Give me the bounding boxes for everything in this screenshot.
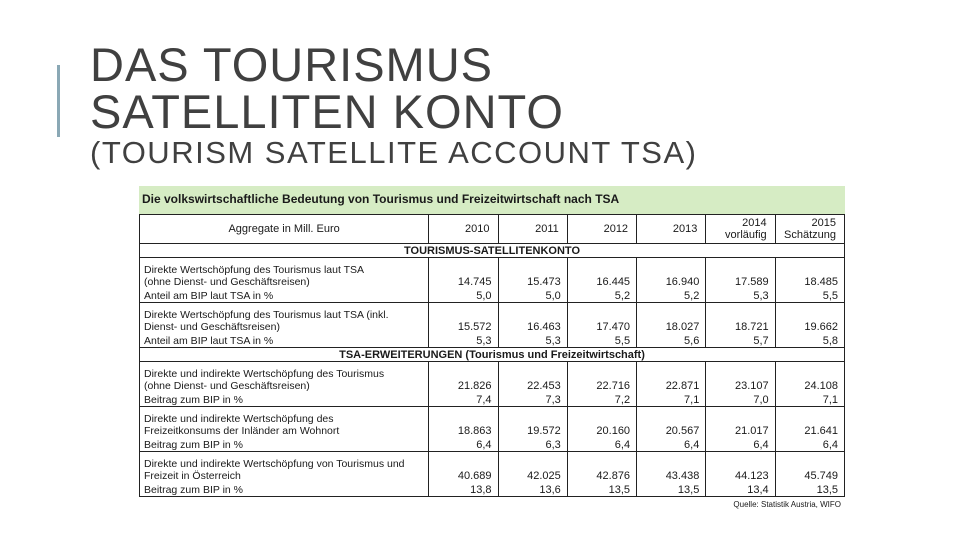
slide-subtitle: (TOURISM SATELLITE ACCOUNT TSA) — [90, 135, 698, 170]
share-cell: 5,5 — [567, 333, 636, 348]
value-cell: 21.017 — [706, 407, 775, 438]
value-cell: 40.689 — [429, 452, 498, 483]
slide-title-line-1: DAS TOURISMUS — [90, 38, 493, 91]
share-cell: 5,3 — [429, 333, 498, 348]
share-cell: 5,2 — [567, 288, 636, 303]
section-header: TOURISMUS-SATELLITENKONTO — [140, 244, 845, 258]
value-cell: 19.572 — [498, 407, 567, 438]
share-cell: 5,5 — [775, 288, 844, 303]
value-cell: 18.721 — [706, 303, 775, 334]
table-row-share — [140, 437, 845, 452]
share-cell: 13,4 — [706, 482, 775, 497]
share-cell: 13,6 — [498, 482, 567, 497]
row-label: Direkte und indirekte Wertschöpfung des Tourismus (ohne Dienst- und Geschäftsreisen) — [140, 362, 429, 393]
value-cell: 14.745 — [429, 258, 498, 289]
share-cell: 6,4 — [567, 437, 636, 452]
share-cell: 13,5 — [637, 482, 706, 497]
share-label: Anteil am BIP laut TSA in % — [140, 333, 429, 348]
table-row-share — [140, 482, 845, 497]
table-row-share — [140, 288, 845, 303]
share-cell: 5,0 — [498, 288, 567, 303]
row-label: Direkte Wertschöpfung des Tourismus laut TSA (inkl. Dienst- und Geschäftsreisen) — [140, 303, 429, 334]
section-header: TSA-ERWEITERUNGEN (Tourismus und Freizeitwirtschaft) — [140, 348, 845, 362]
share-cell: 6,4 — [637, 437, 706, 452]
column-header-year: 2014 vorläufig — [706, 215, 775, 244]
column-header-year: 2011 — [498, 215, 567, 244]
table-row-share — [140, 392, 845, 407]
share-cell: 5,6 — [637, 333, 706, 348]
value-cell: 15.572 — [429, 303, 498, 334]
share-cell: 13,8 — [429, 482, 498, 497]
section-header-row — [140, 348, 845, 362]
column-header-year: 2015 Schätzung — [775, 215, 844, 244]
share-cell: 7,1 — [775, 392, 844, 407]
value-cell: 24.108 — [775, 362, 844, 393]
value-cell: 18.485 — [775, 258, 844, 289]
table-row-share — [140, 333, 845, 348]
value-cell: 22.716 — [567, 362, 636, 393]
share-cell: 5,3 — [498, 333, 567, 348]
column-header-aggregate: Aggregate in Mill. Euro — [140, 215, 429, 244]
share-cell: 6,4 — [429, 437, 498, 452]
share-label: Beitrag zum BIP in % — [140, 482, 429, 497]
table-row — [140, 452, 845, 483]
value-cell: 19.662 — [775, 303, 844, 334]
column-header-year: 2013 — [637, 215, 706, 244]
value-cell: 18.863 — [429, 407, 498, 438]
table-source-note: Quelle: Statistik Austria, WIFO — [733, 500, 841, 509]
share-cell: 6,4 — [775, 437, 844, 452]
value-cell: 15.473 — [498, 258, 567, 289]
share-cell: 6,3 — [498, 437, 567, 452]
share-cell: 7,1 — [637, 392, 706, 407]
value-cell: 21.641 — [775, 407, 844, 438]
section-header-row — [140, 244, 845, 258]
value-cell: 22.453 — [498, 362, 567, 393]
value-cell: 20.160 — [567, 407, 636, 438]
value-cell: 21.826 — [429, 362, 498, 393]
share-cell: 5,8 — [775, 333, 844, 348]
title-accent-bar — [57, 65, 60, 137]
share-cell: 7,0 — [706, 392, 775, 407]
tsa-table-image — [139, 186, 845, 509]
column-header-year: 2010 — [429, 215, 498, 244]
row-label: Direkte und indirekte Wertschöpfung von Tourismus und Freizeit in Österreich — [140, 452, 429, 483]
slide-title-line-2: SATELLITEN KONTO — [90, 85, 564, 138]
value-cell: 43.438 — [637, 452, 706, 483]
value-cell: 44.123 — [706, 452, 775, 483]
column-header-year: 2012 — [567, 215, 636, 244]
share-label: Beitrag zum BIP in % — [140, 437, 429, 452]
share-cell: 13,5 — [567, 482, 636, 497]
table-row — [140, 362, 845, 393]
row-label: Direkte und indirekte Wertschöpfung des Freizeitkonsums der Inländer am Wohnort — [140, 407, 429, 438]
table-row — [140, 303, 845, 334]
share-cell: 7,4 — [429, 392, 498, 407]
share-label: Beitrag zum BIP in % — [140, 392, 429, 407]
table-header-row — [140, 215, 845, 244]
share-cell: 6,4 — [706, 437, 775, 452]
value-cell: 16.940 — [637, 258, 706, 289]
value-cell: 20.567 — [637, 407, 706, 438]
value-cell: 17.589 — [706, 258, 775, 289]
share-cell: 5,3 — [706, 288, 775, 303]
value-cell: 17.470 — [567, 303, 636, 334]
value-cell: 16.445 — [567, 258, 636, 289]
value-cell: 45.749 — [775, 452, 844, 483]
share-cell: 13,5 — [775, 482, 844, 497]
table-row — [140, 258, 845, 289]
value-cell: 42.025 — [498, 452, 567, 483]
value-cell: 16.463 — [498, 303, 567, 334]
share-cell: 7,2 — [567, 392, 636, 407]
table-heading: Die volkswirtschaftliche Bedeutung von Tourismus und Freizeitwirtschaft nach TSA — [139, 186, 845, 214]
table-row — [140, 407, 845, 438]
share-cell: 5,2 — [637, 288, 706, 303]
share-cell: 7,3 — [498, 392, 567, 407]
value-cell: 23.107 — [706, 362, 775, 393]
value-cell: 22.871 — [637, 362, 706, 393]
row-label: Direkte Wertschöpfung des Tourismus laut TSA (ohne Dienst- und Geschäftsreisen) — [140, 258, 429, 289]
share-label: Anteil am BIP laut TSA in % — [140, 288, 429, 303]
share-cell: 5,0 — [429, 288, 498, 303]
value-cell: 18.027 — [637, 303, 706, 334]
tsa-table — [139, 214, 845, 497]
share-cell: 5,7 — [706, 333, 775, 348]
value-cell: 42.876 — [567, 452, 636, 483]
